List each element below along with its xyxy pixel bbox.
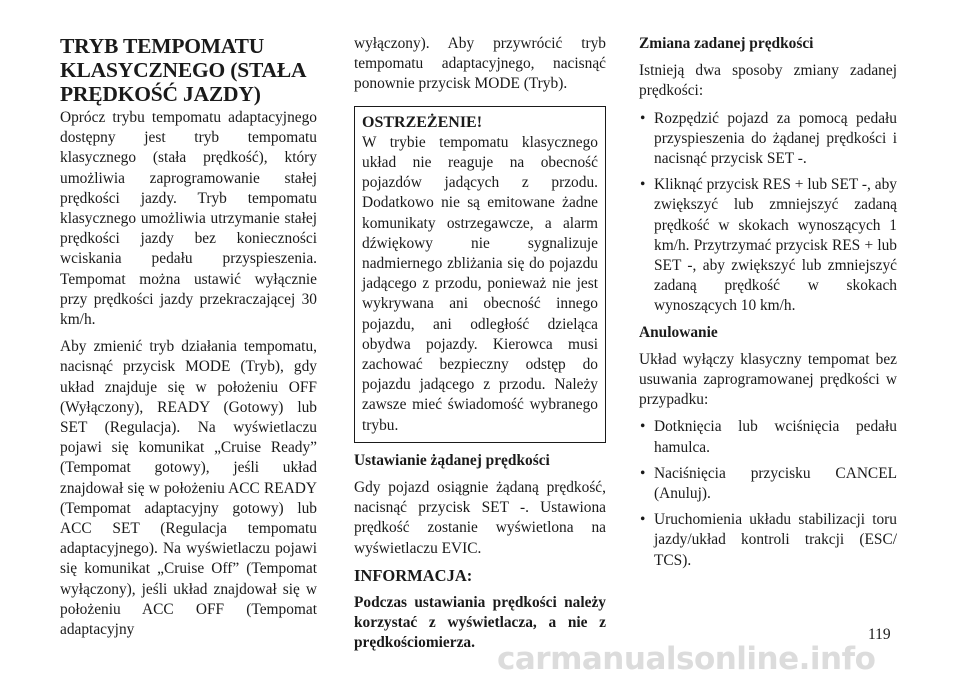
paragraph: Aby zmienić tryb działania tempomatu, nacisnąć przycisk MODE (Tryb), gdy układ znajduje się w położeniu OFF (Wyłączony), READY (Gotowy) lub SET (Regulacja). Na wyświetlaczu pojawi się komunikat „Cruise Ready” (Tempomat gotowy), jeśli układ znajdował się w położeniu ACC READY (Tempomat adaptacyjny gotowy) lub ACC SET (Regulacja tempomatu adaptacyjnego). Na wyświetlaczu pojawi się komunikat „Cruise Off” (Tempomat wyłączony), jeśli układ znajdował się w położeniu ACC OFF (Tempomat adaptacyjny xyxy=(60,338,317,639)
page-number: 119 xyxy=(868,626,891,643)
bullet-list xyxy=(639,417,897,570)
paragraph: Gdy pojazd osiągnie żądaną prędkość, nacisnąć przycisk SET -. Ustawiona prędkość zostanie wyświetlona na wyświetlaczu EVIC. xyxy=(354,479,606,557)
column-left xyxy=(60,34,317,647)
paragraph: Oprócz trybu tempomatu adaptacyjnego dostępny jest tryb tempomatu klasycznego (stała prędkość), który umożliwia zaprogramowanie stałej prędkości jazdy. Tryb tempomatu klasycznego umożliwia utrzymanie stałej prędkości jazdy bez konieczności wciskania pedału przyspieszenia. Tempomat można ustawić wyłącznie przy prędkości jazdy przekraczającej 30 km/h. xyxy=(60,109,317,329)
warning-title: OSTRZEŻENIE! xyxy=(362,113,483,131)
list-item: • Dotknięcia lub wciśnięcia pedału hamulca. xyxy=(639,417,897,457)
bullet-list xyxy=(639,109,897,317)
paragraph: Istnieją dwa sposoby zmiany zadanej prędkości: xyxy=(639,62,897,100)
info-title: INFORMACJA: xyxy=(354,565,473,585)
list-item: • Rozpędzić pojazd za pomocą pedału przyspieszenia do żądanej prędkości i nacisnąć przycisk SET -. xyxy=(639,109,897,170)
column-right xyxy=(639,34,897,577)
section-heading: TRYB TEMPOMATU KLASYCZNEGO (STAŁA PRĘDKOŚĆ JAZDY) xyxy=(60,34,306,106)
info-text: Podczas ustawiania prędkości należy korzystać z wyświetlacza, a nie z prędkościomierza. xyxy=(354,594,606,652)
list-item: • Kliknąć przycisk RES + lub SET -, aby zwiększyć lub zmniejszyć zadaną prędkość w skokach wynoszących 1 km/h. Przytrzymać przycisk RES + lub SET -, aby zwiększyć lub zmniejszyć zadaną prędkość w skokach wynoszących 10 km/h. xyxy=(639,175,897,316)
subheading: Ustawianie żądanej prędkości xyxy=(354,451,550,469)
subheading: Anulowanie xyxy=(639,323,718,341)
paragraph: Układ wyłączy klasyczny tempomat bez usuwania zaprogramowanej prędkości w przypadku: xyxy=(639,350,897,409)
subheading: Zmiana zadanej prędkości xyxy=(639,35,814,52)
list-item: • Uruchomienia układu stabilizacji toru jazdy/układ kontroli trakcji (ESC/ TCS). xyxy=(639,510,897,571)
paragraph: wyłączony). Aby przywrócić tryb tempomatu adaptacyjnego, nacisnąć ponownie przycisk MODE (Tryb). xyxy=(354,35,606,93)
column-middle xyxy=(354,34,606,661)
watermark: carmanualsonline.info xyxy=(497,641,876,677)
warning-box xyxy=(354,106,606,443)
list-item: • Naciśnięcia przycisku CANCEL (Anuluj). xyxy=(639,464,897,504)
warning-text: W trybie tempomatu klasycznego układ nie reaguje na obecność pojazdów jadących z przodu. Dodatkowo nie są emitowane żadne komunikaty ostrzegawcze, a alarm dźwiękowy nie sygnalizuje nadmiernego zbliżania się do pojazdu jadącego z przodu, ponieważ nie jest wykrywana ani obecność innego pojazdu, ani odległość dzieląca obydwa pojazdy. Kierowca musi zachować bezpieczny odstęp do pojazdu jadącego z przodu. Należy zawsze mieć świadomość wybranego trybu. xyxy=(362,133,598,434)
